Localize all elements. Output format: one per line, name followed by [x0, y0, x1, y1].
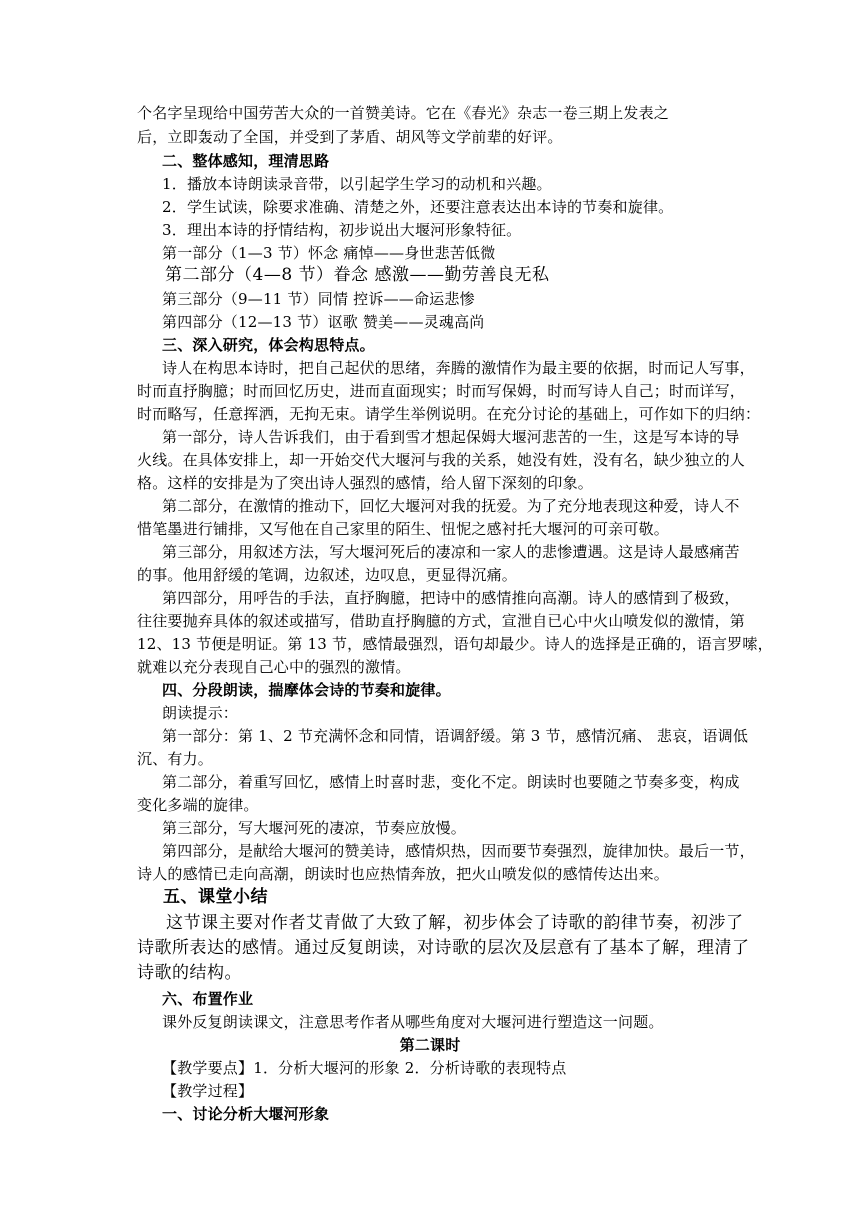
- reading-tip-part-4-line-1: 第四部分，是献给大堰河的赞美诗，感情炽热，因而要节奏强烈，旋律加快。最后一节，: [162, 842, 755, 860]
- section-heading-6: 六、布置作业: [162, 990, 254, 1008]
- reading-tip-part-2-line-2: 变化多端的旋律。: [137, 796, 259, 814]
- part-three-paragraph-line-1: 第三部分，用叙述方法，写大堰河死后的凄凉和一家人的悲惨遭遇。这是诗人最感痛苦: [162, 543, 740, 561]
- section-heading-2: 二、整体感知，理清思路: [162, 152, 330, 170]
- step-item-2: 2．学生试读，除要求准确、清楚之外，还要注意表达出本诗的节奏和旋律。: [162, 198, 674, 216]
- summary-line-2: 诗歌所表达的感情。通过反复朗读，对诗歌的层次及层意有了基本了解，理清了: [137, 938, 750, 958]
- homework-text: 课外反复朗读课文，注意思考作者从哪些角度对大堰河进行塑造这一问题。: [162, 1013, 664, 1031]
- summary-line-3: 诗歌的结构。: [137, 963, 242, 983]
- reading-tip-part-2-line-1: 第二部分，着重写回忆，感情上时喜时悲，变化不定。朗读时也要随之节奏多变，构成: [162, 773, 740, 791]
- analysis-paragraph-line-1: 诗人在构思本诗时，把自己起伏的思绪，奔腾的激情作为最主要的依据，时而记人写事，: [162, 359, 755, 377]
- reading-tip-part-4-line-2: 诗人的感情已走向高潮，朗读时也应热情奔放，把火山喷发似的感情传达出来。: [137, 865, 670, 883]
- step-item-3: 3．理出本诗的抒情结构，初步说出大堰河形象特征。: [162, 221, 522, 239]
- teaching-points: 【教学要点】1．分析大堰河的形象 2．分析诗歌的表现特点: [162, 1059, 567, 1077]
- section-heading-5: 五、课堂小结: [163, 887, 268, 907]
- section-heading-3: 三、深入研究，体会构思特点。: [162, 336, 375, 354]
- part-one-paragraph-line-3: 格。这样的安排是为了突出诗人强烈的感情，给人留下深刻的印象。: [137, 474, 594, 492]
- part-four-paragraph-line-4: 就难以充分表现自己心中的强烈的激情。: [137, 658, 411, 676]
- part-two-paragraph-line-2: 惜笔墨进行铺排，又写他在自己家里的陌生、忸怩之感衬托大堰河的可亲可敬。: [137, 520, 670, 538]
- part-four-paragraph-line-1: 第四部分，用呼告的手法，直抒胸臆，把诗中的感情推向高潮。诗人的感情到了极致，: [162, 589, 740, 607]
- reading-tip-part-1-line-2: 沉、有力。: [137, 750, 214, 768]
- part-two-paragraph-line-1: 第二部分，在激情的推动下，回忆大堰河对我的抚爱。为了充分地表现这种爱，诗人不: [162, 497, 740, 515]
- analysis-paragraph-line-2: 时而直抒胸臆；时而回忆历史，进而直面现实；时而写保姆，时而写诗人自己；时而详写，: [137, 382, 746, 400]
- lesson-two-title: 第二课时: [399, 1036, 461, 1054]
- discussion-heading: 一、讨论分析大堰河形象: [162, 1105, 330, 1123]
- poem-part-4: 第四部分（12—13 节）讴歌 赞美——灵魂高尚: [162, 313, 485, 331]
- teaching-process-label: 【教学过程】: [162, 1082, 254, 1100]
- text-line-2: 后，立即轰动了全国，并受到了茅盾、胡风等文学前辈的好评。: [137, 128, 563, 146]
- part-three-paragraph-line-2: 的事。他用舒缓的笔调，边叙述，边叹息，更显得沉痛。: [137, 566, 518, 584]
- text-line-1: 个名字呈现给中国劳苦大众的一首赞美诗。它在《春光》杂志一卷三期上发表之: [137, 104, 670, 122]
- part-one-paragraph-line-2: 火线。在具体安排上，却一开始交代大堰河与我的关系，她没有姓，没有名，缺少独立的人: [137, 451, 746, 469]
- part-four-paragraph-line-3: 12、13 节便是明证。第 13 节，感情最强烈，语句却最少。诗人的选择是正确的，语言罗嗦，: [137, 635, 773, 653]
- analysis-paragraph-line-3: 时而略写，任意挥洒，无拘无束。请学生举例说明。在充分讨论的基础上，可作如下的归纳：: [137, 405, 761, 423]
- step-item-1: 1．播放本诗朗读录音带，以引起学生学习的动机和兴趣。: [162, 175, 552, 193]
- reading-tip-part-1-line-1: 第一部分：第 1、2 节充满怀念和同情，语调舒缓。第 3 节，感情沉痛、 悲哀，语调低: [162, 727, 749, 745]
- poem-part-2: 第二部分（4—8 节）眷念 感激——勤劳善良无私: [165, 265, 550, 285]
- reading-tip-part-3: 第三部分，写大堰河死的凄凉，节奏应放慢。: [162, 819, 467, 837]
- poem-part-3: 第三部分（9—11 节）同情 控诉——命运悲惨: [162, 290, 475, 308]
- part-one-paragraph-line-1: 第一部分，诗人告诉我们，由于看到雪才想起保姆大堰河悲苦的一生，这是写本诗的导: [162, 428, 740, 446]
- reading-tips-label: 朗读提示：: [162, 704, 239, 722]
- section-heading-4: 四、分段朗读，揣摩体会诗的节奏和旋律。: [162, 681, 451, 699]
- part-four-paragraph-line-2: 往往要抛弃具体的叙述或描写，借助直抒胸臆的方式，宣泄自已心中火山喷发似的激情，第: [137, 612, 746, 630]
- summary-line-1: 这节课主要对作者艾青做了大致了解，初步体会了诗歌的韵律节奏，初涉了: [166, 913, 744, 933]
- poem-part-1: 第一部分（1—3 节）怀念 痛悼——身世悲苦低微: [162, 244, 496, 262]
